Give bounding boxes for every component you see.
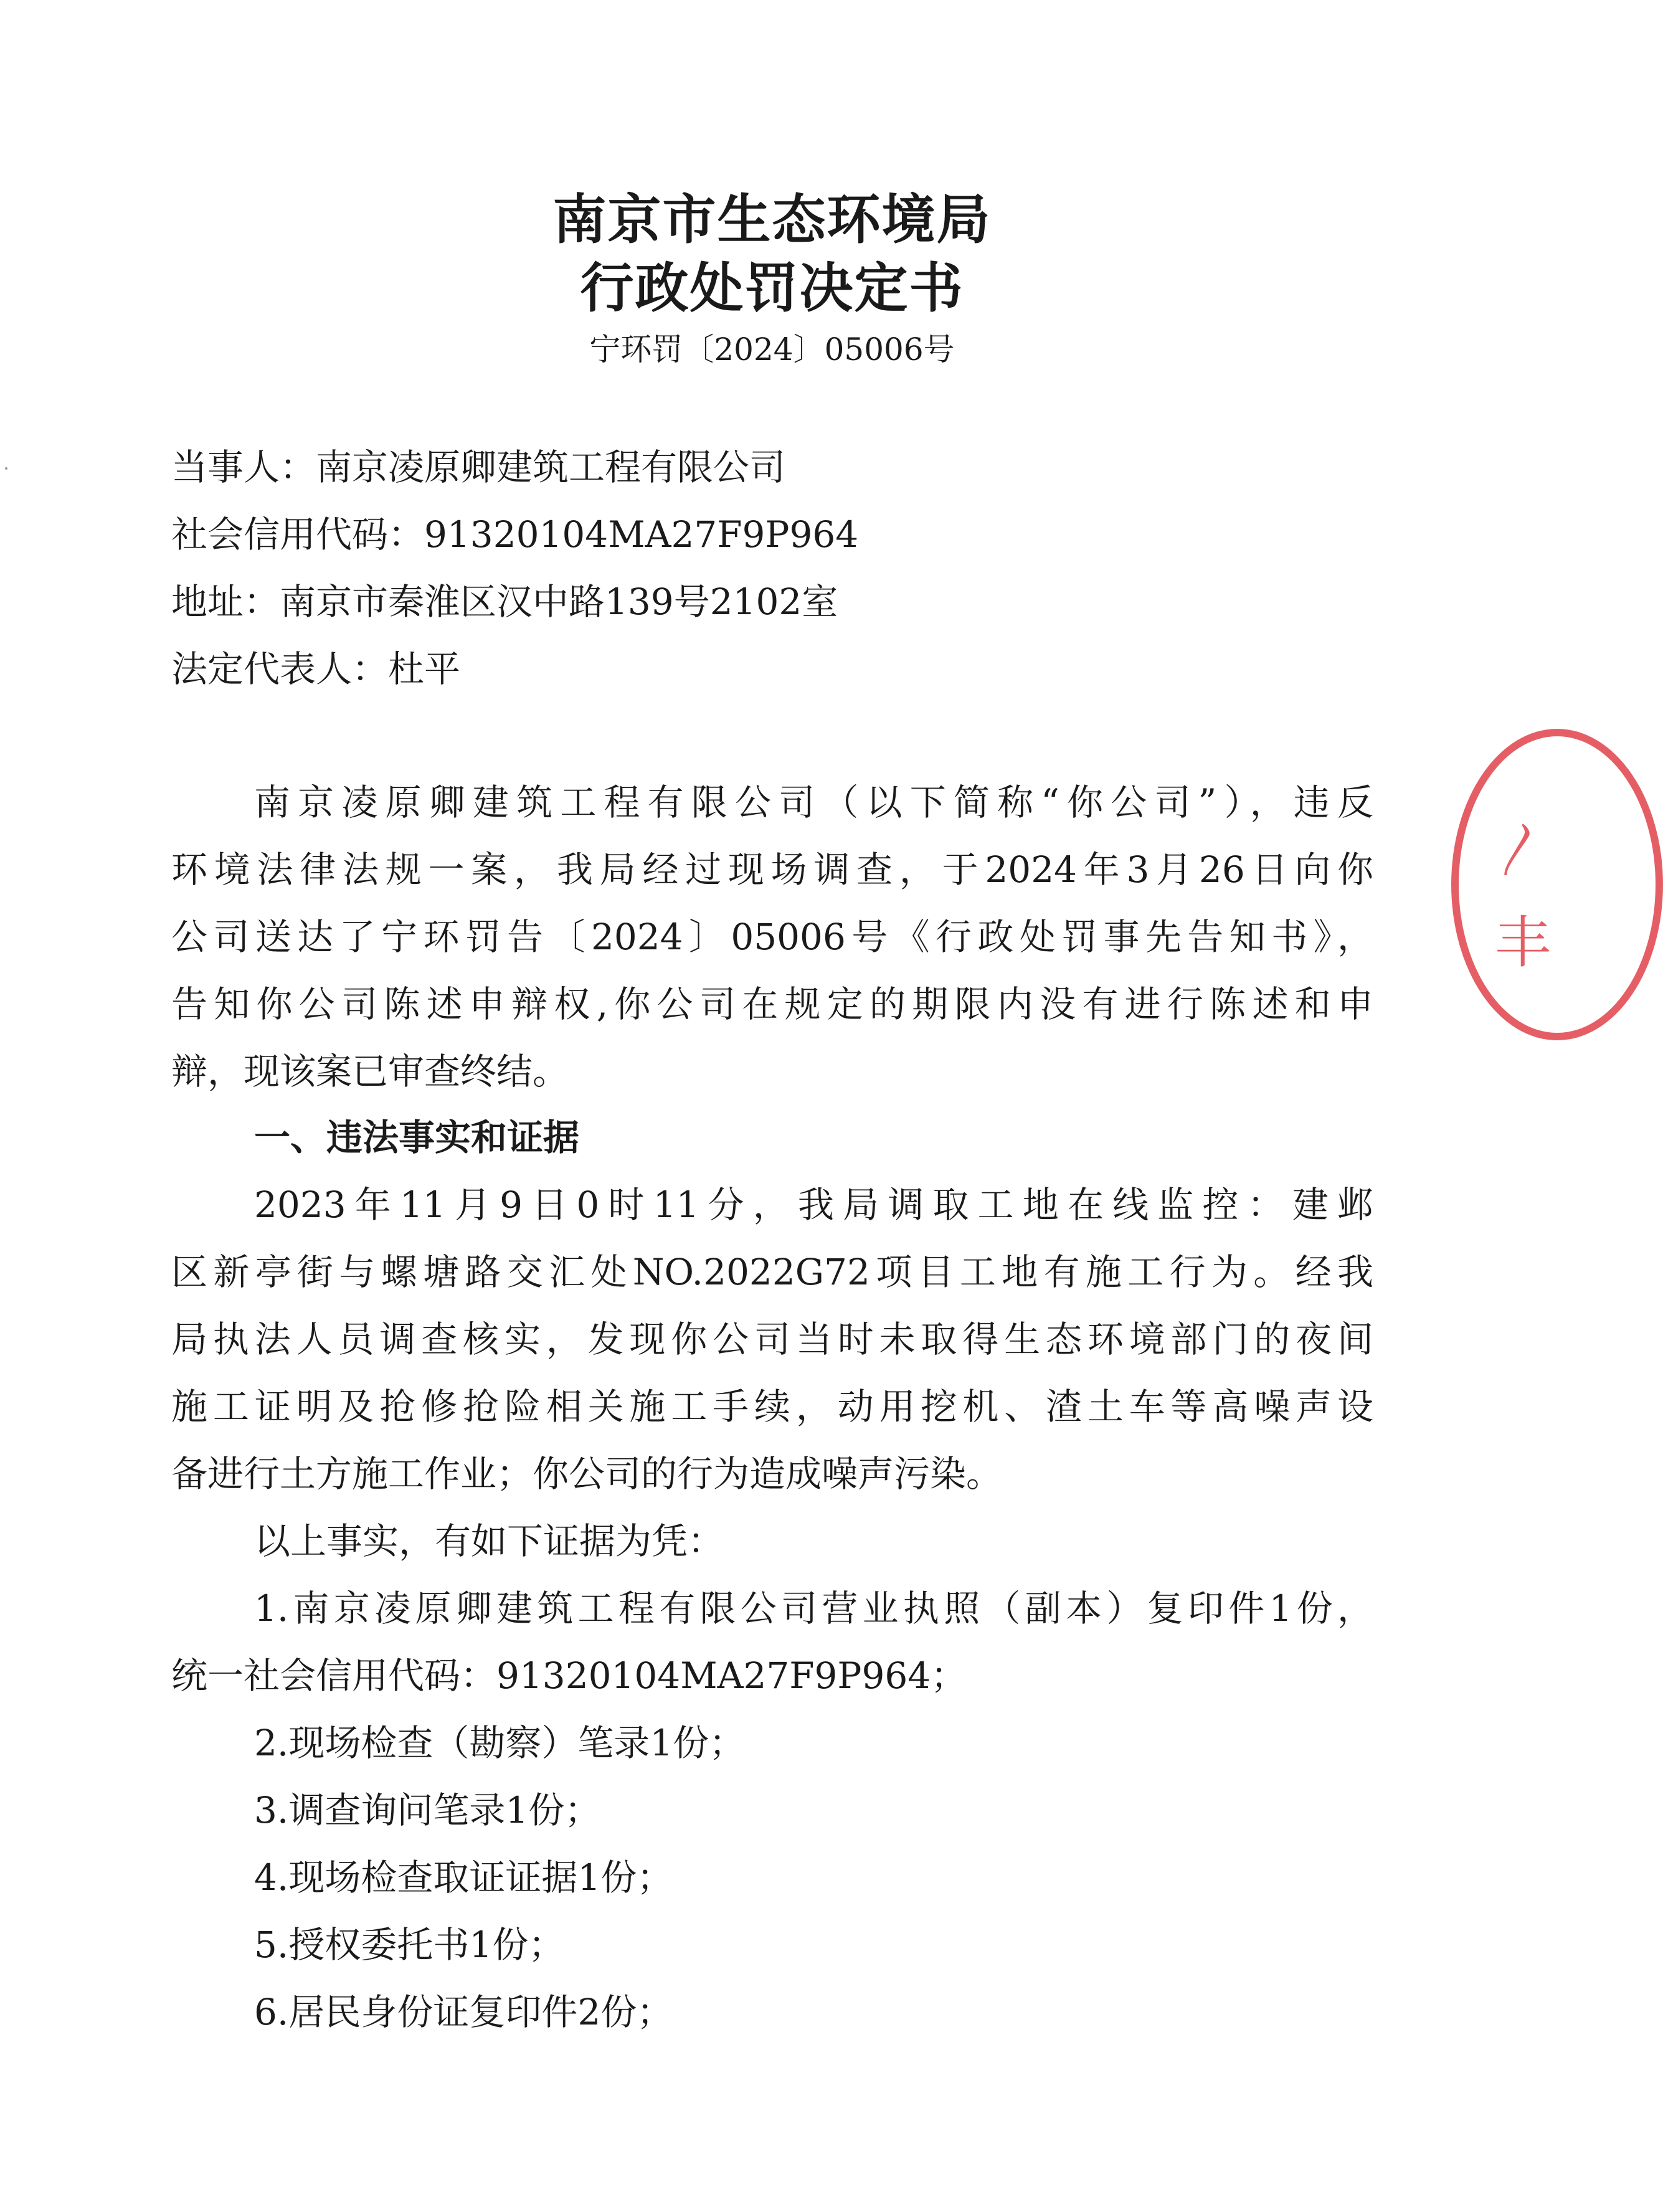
document-title-type: 行政处罚决定书 bbox=[580, 257, 964, 320]
fact-line: 区新亭街与螺塘路交汇处NO.2022G72项目工地有施工行为。经我 bbox=[171, 1251, 1373, 1293]
document-number: 宁环罚〔2024〕05006号 bbox=[589, 331, 955, 368]
section-heading: 一、违法事实和证据 bbox=[254, 1116, 580, 1159]
evidence-item: 6.居民身份证复印件2份； bbox=[254, 1991, 673, 2033]
intro-line: 告知你公司陈述申辩权,你公司在规定的期限内没有进行陈述和申 bbox=[171, 983, 1373, 1025]
evidence-item: 4.现场检查取证证据1份； bbox=[254, 1856, 673, 1899]
intro-line: 南京凌原卿建筑工程有限公司（以下简称“你公司”），违反 bbox=[254, 781, 1373, 824]
intro-line: 辩，现该案已审查终结。 bbox=[171, 1050, 569, 1093]
fact-line: 2023年11月9日0时11分，我局调取工地在线监控：建邺 bbox=[254, 1184, 1373, 1226]
intro-line: 环境法律法规一案，我局经过现场调查，于2024年3月26日向你 bbox=[171, 848, 1373, 891]
seal-mark: 丰 bbox=[1495, 910, 1551, 975]
evidence-item: 1.南京凌原卿建筑工程有限公司营业执照（副本）复印件1份， bbox=[254, 1587, 1373, 1630]
party-address: 地址：南京市秦淮区汉中路139号2102室 bbox=[171, 581, 838, 623]
fact-line: 施工证明及抢修抢险相关施工手续，动用挖机、渣土车等高噪声设 bbox=[171, 1385, 1373, 1428]
fact-line: 备进行土方施工作业；你公司的行为造成噪声污染。 bbox=[171, 1453, 1003, 1495]
evidence-item: 5.授权委托书1份； bbox=[254, 1924, 565, 1966]
evidence-intro: 以上事实，有如下证据为凭： bbox=[254, 1520, 724, 1562]
evidence-item: 2.现场检查（勘察）笔录1份； bbox=[254, 1722, 746, 1764]
seal-mark: 〳 bbox=[1492, 817, 1548, 882]
fact-line: 局执法人员调查核实，发现你公司当时未取得生态环境部门的夜间 bbox=[171, 1318, 1373, 1360]
party-name: 当事人：南京凌原卿建筑工程有限公司 bbox=[171, 446, 786, 488]
party-legal-representative: 法定代表人：杜平 bbox=[171, 648, 461, 690]
evidence-item: 3.调查询问笔录1份； bbox=[254, 1789, 601, 1831]
official-seal-stamp bbox=[1451, 729, 1663, 1040]
document-title-agency: 南京市生态环境局 bbox=[552, 188, 992, 251]
evidence-item-continuation: 统一社会信用代码：91320104MA27F9P964； bbox=[171, 1654, 967, 1697]
intro-line: 公司送达了宁环罚告〔2024〕05006号《行政处罚事先告知书》， bbox=[171, 916, 1373, 958]
scan-speck bbox=[5, 467, 7, 470]
party-credit-code: 社会信用代码：91320104MA27F9P964 bbox=[171, 513, 859, 556]
